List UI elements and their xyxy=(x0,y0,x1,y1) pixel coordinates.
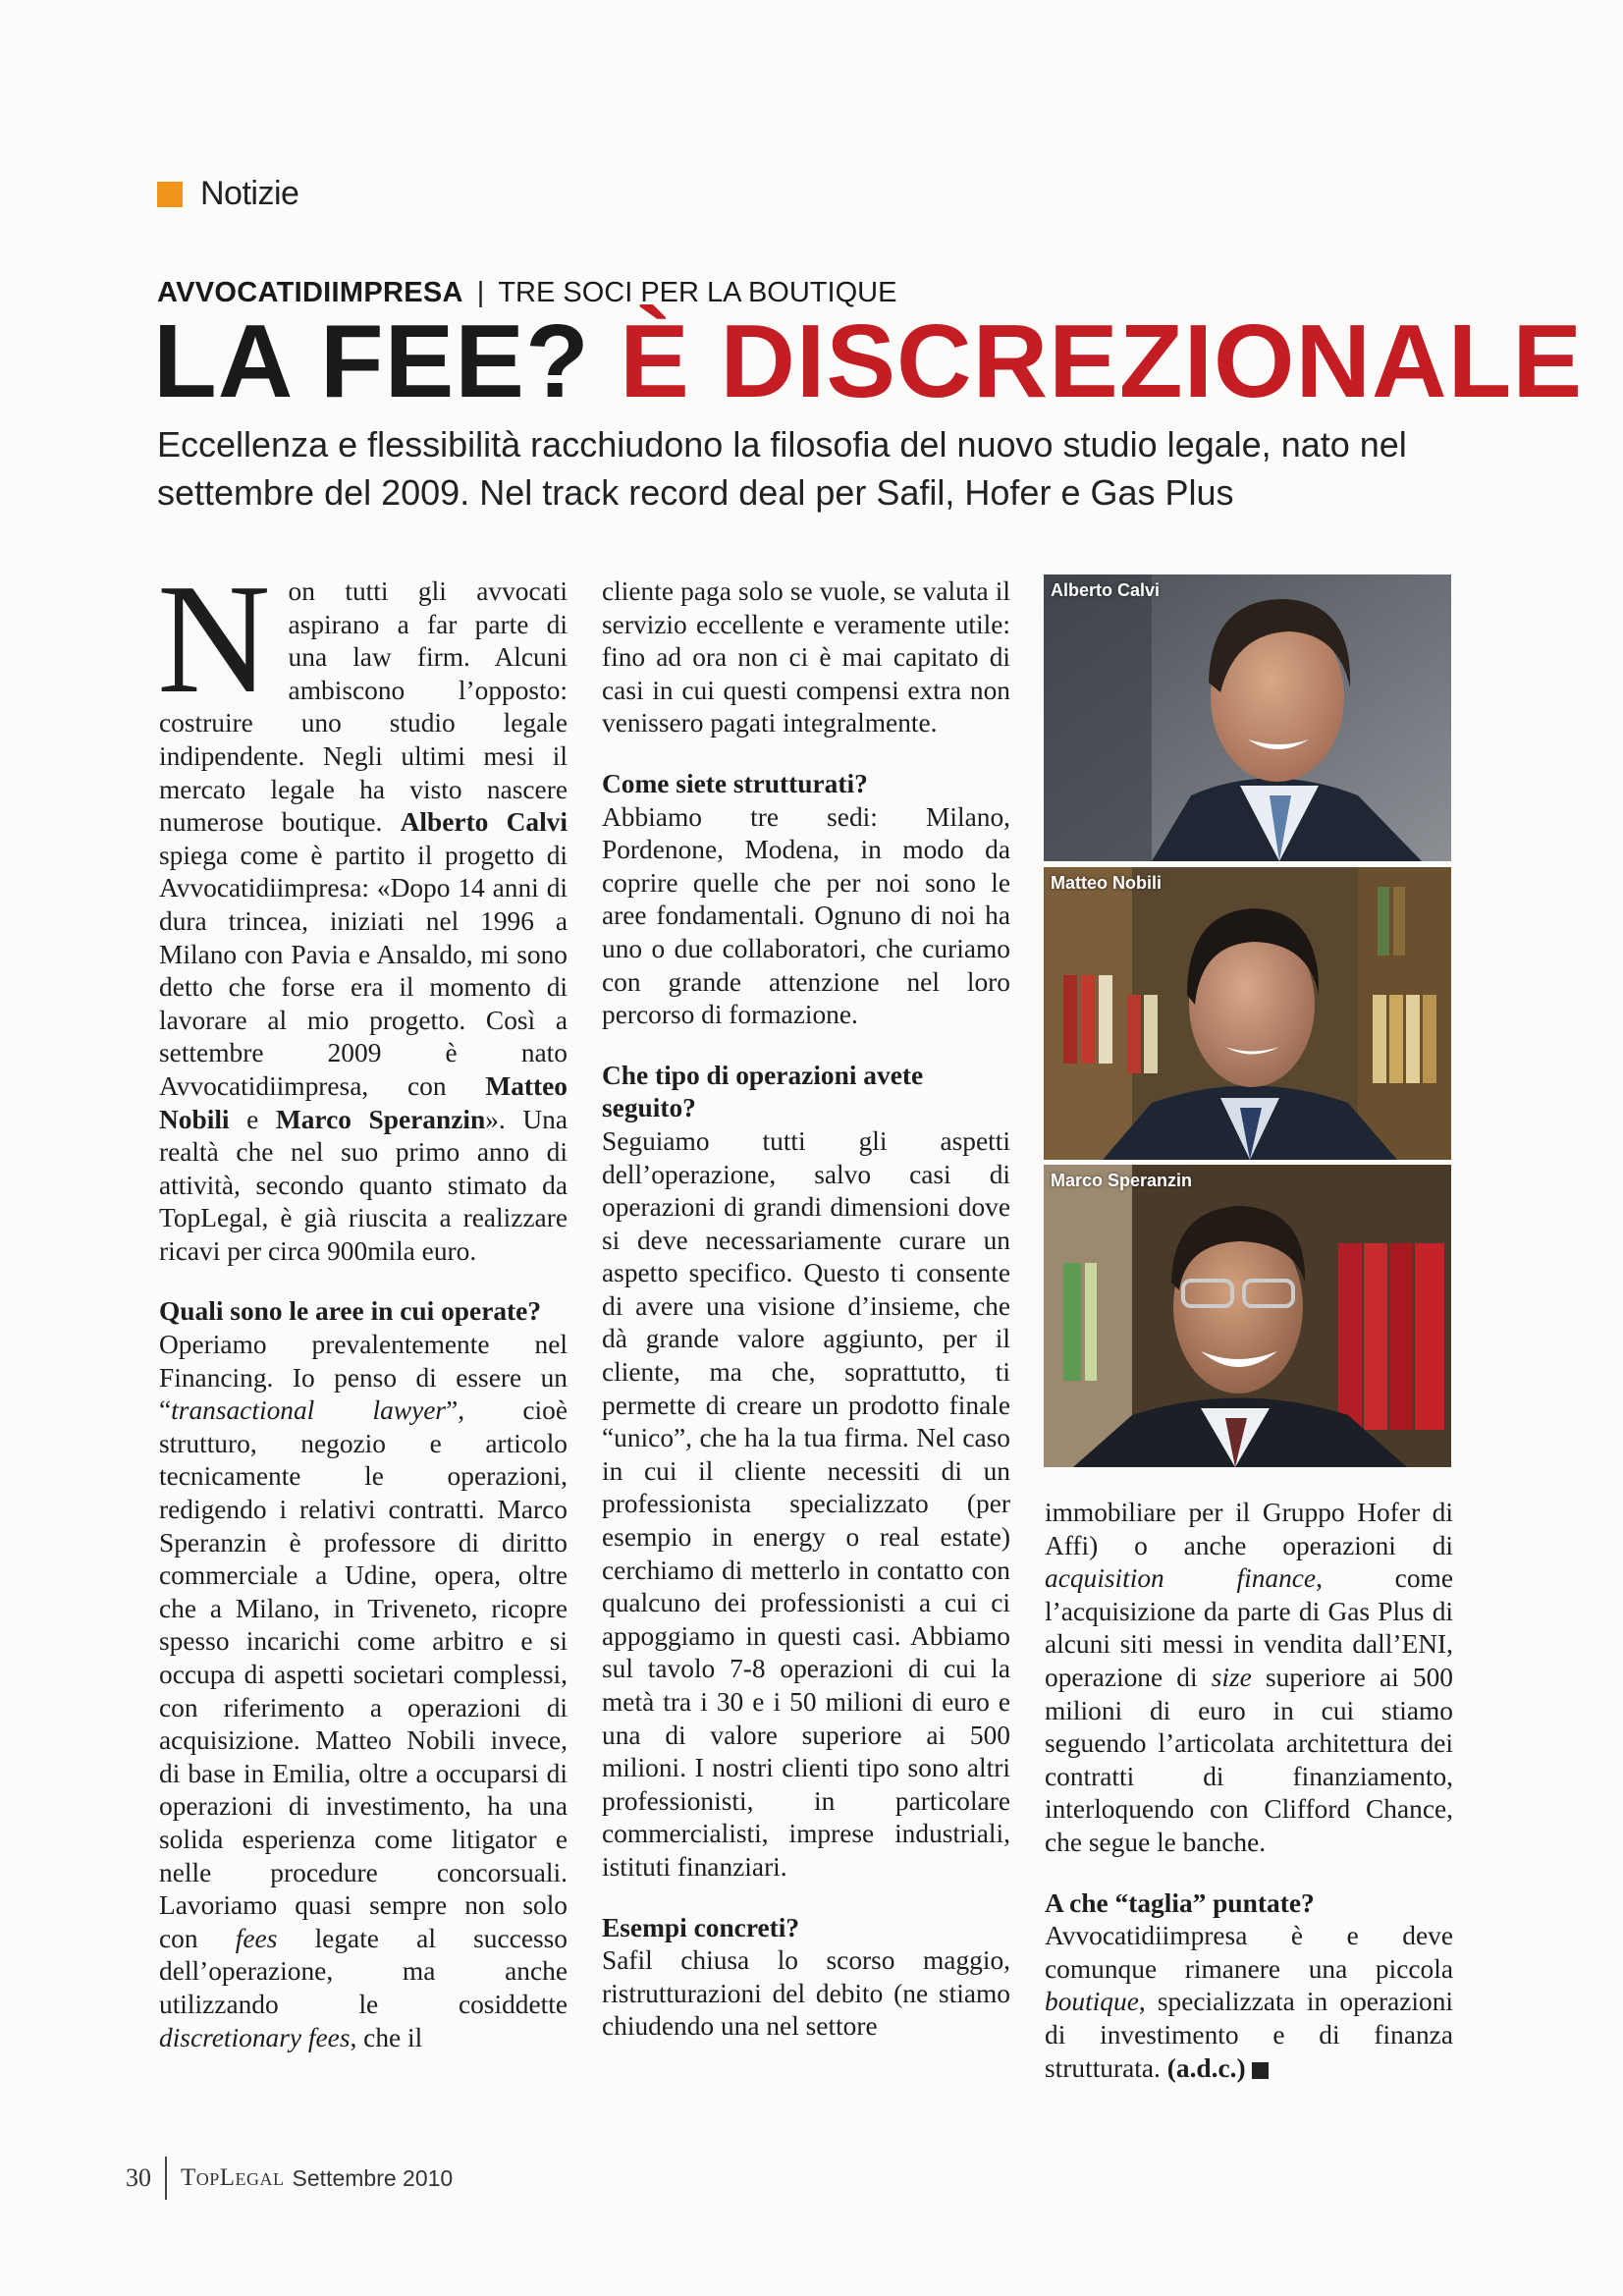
answer-paragraph: Abbiamo tre sedi: Milano, Pordenone, Modena, in modo da coprire quelle che per noi sono le aree fondamentali. Ognuno di noi ha uno o due collaboratori, che curiamo con grande attenzione nel loro percorso di formazione. xyxy=(602,801,1010,1030)
section-bullet-icon xyxy=(157,182,183,207)
footer-divider xyxy=(165,2157,167,2200)
intro-text: on tutti gli avvocati aspirano a far parte di una law firm. Alcuni ambiscono l’opposto: costruire uno studio legale indipendente. Negli ultimi mesi il mercato legale ha visto nascere numerose boutique. xyxy=(159,576,568,838)
answer-text: superiore ai 500 milioni di euro in cui stiamo seguendo l’articolata architettura dei contratti di finanziamento, interloquendo con Clifford Chance, che segue le banche. xyxy=(1045,1662,1453,1857)
answer-paragraph xyxy=(159,1329,568,2054)
name-matteo-nobili: Matteo Nobili xyxy=(159,1070,568,1134)
author-signature: (a.d.c.) xyxy=(1166,2052,1246,2083)
question-heading: Che tipo di operazioni avete seguito? xyxy=(602,1060,924,1123)
magazine-brand: TopLegal xyxy=(181,2164,285,2191)
dropcap: N xyxy=(157,551,271,726)
answer-emphasis: size xyxy=(1211,1662,1252,1692)
intro-paragraph xyxy=(157,551,568,1268)
headline-part2: È DISCREZIONALE xyxy=(620,303,1584,419)
answer-paragraph: Safil chiusa lo scorso maggio, ristrutturazioni del debito (ne stiamo chiudendo una nel settore xyxy=(602,1945,1010,2042)
question-heading: A che “taglia” puntate? xyxy=(1045,1887,1315,1918)
answer-emphasis: discretionary fees xyxy=(159,2022,351,2052)
kicker-tag: TRE SOCI PER LA BOUTIQUE xyxy=(498,277,897,308)
answer-emphasis: acquisition finance xyxy=(1045,1563,1317,1594)
intro-text: e xyxy=(229,1104,276,1134)
answer-emphasis: fees xyxy=(235,1923,278,1953)
photo-alberto-calvi xyxy=(1044,574,1451,861)
answer-text: , che il xyxy=(350,2022,423,2052)
answer-text: , specializzata in operazioni di investimento e di finanza strutturata. xyxy=(1045,1987,1453,2083)
section-label: Notizie xyxy=(200,175,299,212)
intro-text: ». Una realtà che nel suo primo anno di attività, secondo quanto stimato da TopLegal, è già riuscita a realizzare ricavi per circa 900mila euro. xyxy=(159,1104,568,1266)
question-heading: Come siete strutturati? xyxy=(602,768,868,798)
subtitle: Eccellenza e flessibilità racchiudono la filosofia del nuovo studio legale, nato nel settembre del 2009. Nel track record deal per Safil, Hofer e Gas Plus xyxy=(157,424,1407,513)
answer-text: immobiliare per il Gruppo Hofer di Affi) o anche operazioni di xyxy=(1045,1498,1453,1560)
article-column-2 xyxy=(602,575,1010,2044)
end-mark-icon xyxy=(1252,2062,1269,2079)
answer-text: Operiamo prevalentemente nel Financing. Io penso di essere un “ xyxy=(159,1330,568,1426)
headline xyxy=(153,303,1584,419)
answer-text: , come l’acquisizione da parte di Gas Plus di alcuni siti messi in vendita dall’ENI, operazione di xyxy=(1045,1563,1453,1692)
answer-text: legate al successo dell’operazione, ma anche utilizzando le cosiddette xyxy=(159,1923,568,2019)
answer-paragraph: cliente paga solo se vuole, se valuta il servizio eccellente e veramente utile: fino ad ora non ci è mai capitato di casi in cui questi compensi extra non venissero pagati integralmente. xyxy=(602,576,1010,738)
article-column-1 xyxy=(157,551,568,2054)
photo-caption: Marco Speranzin xyxy=(1051,1171,1193,1190)
name-alberto-calvi: Alberto Calvi xyxy=(400,807,568,838)
kicker-brand: AVVOCATIDIIMPRESA xyxy=(157,277,463,308)
article-column-3 xyxy=(1045,1497,1453,2085)
page-footer xyxy=(126,2157,453,2200)
answer-paragraph: Seguiamo tutti gli aspetti dell’operazione, salvo casi di operazioni di grandi dimensioni dove si deve necessariamente curare un aspetto specifico. Questo ti consente di avere una visione d’insieme, che dà grande valore aggiunto, per il cliente, ma che, soprattutto, ti permette di creare un prodotto finale “unico”, che ha la tua firma. Nel caso in cui il cliente necessiti di un professionista specializzato (per esempio in energy o real estate) cerchiamo di metterlo in contatto con qualcuno dei professionisti a cui ci appoggiamo in questi casi. Abbiamo sul tavolo 7-8 operazioni di cui la metà tra i 30 e i 50 milioni di euro e una di valore superiore ai 500 milioni. I nostri clienti tipo sono altri professionisti, in particolare commercialisti, imprese industriali, istituti finanziari. xyxy=(602,1125,1010,1882)
kicker-separator: | xyxy=(476,277,485,308)
photo-matteo-nobili xyxy=(1044,867,1451,1160)
answer-text: Avvocatidiimpresa è e deve comunque rimanere una piccola xyxy=(1045,1921,1453,1984)
intro-text: spiega come è partito il progetto di Avvocatidiimpresa: «Dopo 14 anni di dura trincea, iniziati nel 1996 a Milano con Pavia e Ansaldo, mi sono detto che forse era il momento di lavorare al mio progetto. Così a settembre 2009 è nato Avvocatidiimpresa, con xyxy=(159,840,568,1101)
photo-marco-speranzin xyxy=(1044,1165,1451,1467)
answer-paragraph xyxy=(1045,1497,1453,1860)
page-number: 30 xyxy=(126,2163,151,2192)
question-heading: Esempi concreti? xyxy=(602,1912,800,1942)
answer-emphasis: transactional lawyer xyxy=(171,1395,447,1426)
photo-caption: Alberto Calvi xyxy=(1051,580,1161,600)
question-heading: Quali sono le aree in cui operate? xyxy=(159,1296,542,1327)
answer-paragraph xyxy=(1045,1920,1453,2085)
answer-emphasis: boutique xyxy=(1045,1987,1139,2017)
photo-caption: Matteo Nobili xyxy=(1051,873,1162,893)
issue-date: Settembre 2010 xyxy=(292,2164,454,2191)
answer-text: ”, cioè strutturo, negozio e articolo tecnicamente le operazioni, redigendo i relativi contratti. Marco Speranzin è professore di diritto commerciale a Udine, opera, oltre che a Milano, in Triveneto, ricopre spesso incarichi come arbitro e si occupa di aspetti societari complessi, con riferimento a operazioni di acquisizione. Matteo Nobili invece, di base in Emilia, oltre a occuparsi di operazioni di investimento, ha una solida esperienza come litigator e nelle procedure concorsuali. Lavoriamo quasi sempre non solo con xyxy=(159,1395,568,1953)
section-header xyxy=(157,175,298,213)
name-marco-speranzin: Marco Speranzin xyxy=(275,1104,486,1134)
headline-part1: LA FEE? xyxy=(153,303,590,419)
